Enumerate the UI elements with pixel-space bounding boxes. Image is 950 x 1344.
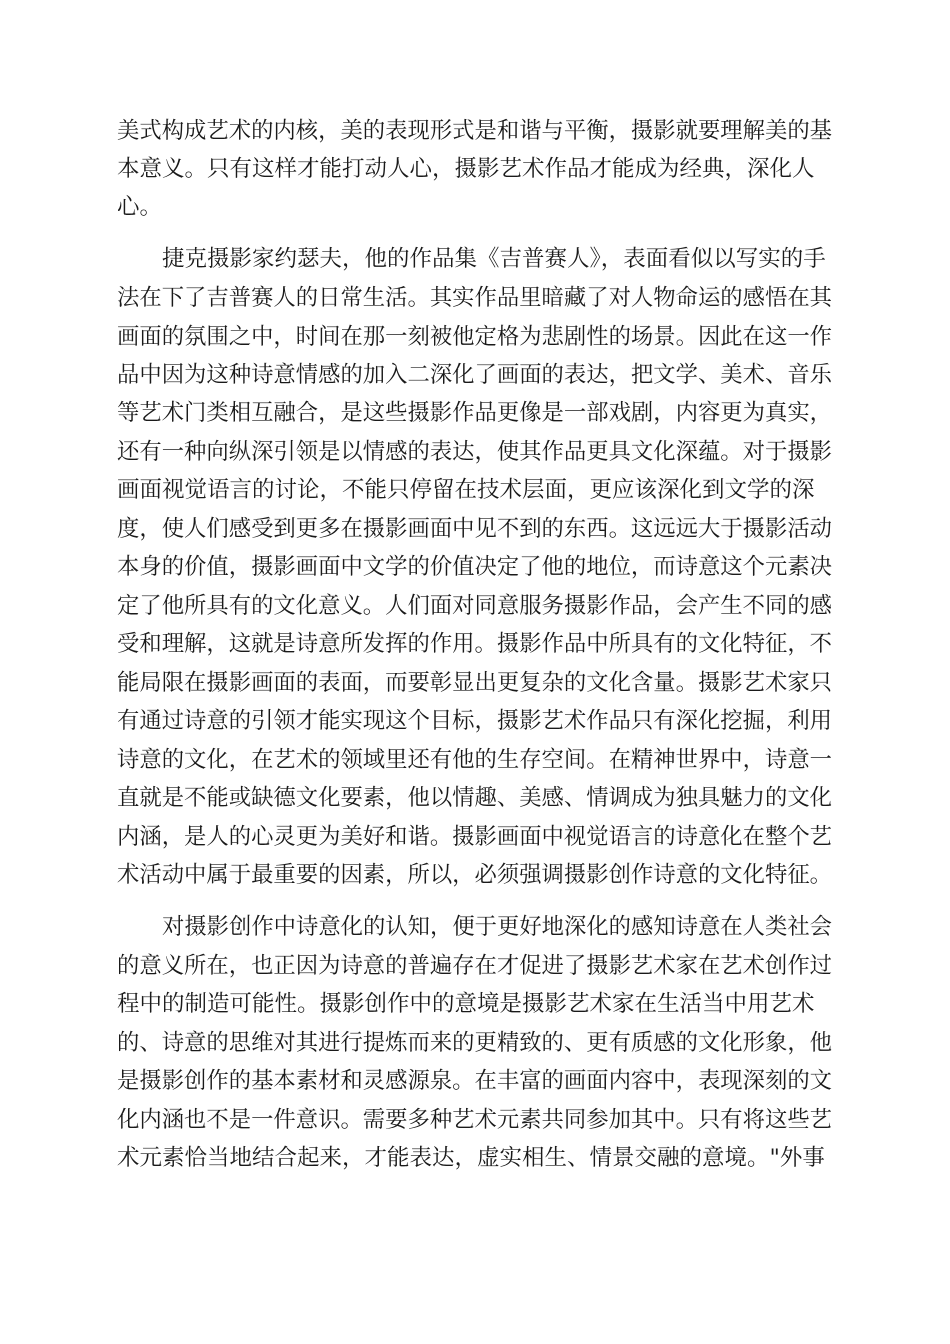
paragraph-2-line-5: 等艺术门类相互融合，是这些摄影作品更像是一部戏剧，内容更为真实， — [117, 400, 833, 426]
paragraph-2-line-10: 定了他所具有的文化意义。人们面对同意服务摄影作品，会产生不同的感 — [117, 593, 833, 619]
paragraph-3-line-4: 的、诗意的思维对其进行提炼而来的更精致的、更有质感的文化形象，他 — [117, 1030, 833, 1056]
paragraph-2-line-6: 还有一种向纵深引领是以情感的表达，使其作品更具文化深蕴。对于摄影 — [117, 439, 833, 465]
paragraph-1-line-2: 本意义。只有这样才能打动人心，摄影艺术作品才能成为经典，深化人 — [117, 156, 815, 182]
paragraph-1-line-1: 美式构成艺术的内核，美的表现形式是和谐与平衡，摄影就要理解美的基 — [117, 118, 833, 144]
paragraph-2-line-17: 术活动中属于最重要的因素，所以，必须强调摄影创作诗意的文化特征。 — [117, 862, 833, 888]
paragraph-2-line-11: 受和理解，这就是诗意所发挥的作用。摄影作品中所具有的文化特征，不 — [117, 631, 833, 657]
paragraph-3-line-5: 是摄影创作的基本素材和灵感源泉。在丰富的画面内容中，表现深刻的文 — [117, 1068, 833, 1094]
paragraph-3-line-2: 的意义所在，也正因为诗意的普遍存在才促进了摄影艺术家在艺术创作过 — [117, 953, 833, 979]
paragraph-3-line-3: 程中的制造可能性。摄影创作中的意境是摄影艺术家在生活当中用艺术 — [117, 991, 815, 1017]
paragraph-3-line-1: 对摄影创作中诗意化的认知，便于更好地深化的感知诗意在人类社会 — [162, 914, 833, 940]
paragraph-3-line-7: 术元素恰当地结合起来，才能表达，虚实相生、情景交融的意境。"外事 — [117, 1145, 825, 1171]
paragraph-2-line-2: 法在下了吉普赛人的日常生活。其实作品里暗藏了对人物命运的感悟在其 — [117, 285, 833, 311]
paragraph-2-line-8: 度，使人们感受到更多在摄影画面中见不到的东西。这远远大于摄影活动 — [117, 516, 833, 542]
paragraph-2-line-1: 捷克摄影家约瑟夫，他的作品集《吉普赛人》，表面看似以写实的手 — [162, 246, 826, 272]
paragraph-2-line-16: 内涵，是人的心灵更为美好和谐。摄影画面中视觉语言的诗意化在整个艺 — [117, 824, 833, 850]
paragraph-2-line-9: 本身的价值，摄影画面中文学的价值决定了他的地位，而诗意这个元素决 — [117, 554, 833, 580]
paragraph-2-line-15: 直就是不能或缺德文化要素，他以情趣、美感、情调成为独具魅力的文化 — [117, 785, 833, 811]
paragraph-1-line-3: 心。 — [117, 194, 163, 220]
paragraph-2-line-4: 品中因为这种诗意情感的加入二深化了画面的表达，把文学、美术、音乐 — [117, 362, 833, 388]
paragraph-2-line-12: 能局限在摄影画面的表面，而要彰显出更复杂的文化含量。摄影艺术家只 — [117, 670, 833, 696]
paragraph-2-line-3: 画面的氛围之中，时间在那一刻被他定格为悲剧性的场景。因此在这一作 — [117, 324, 833, 350]
paragraph-2-line-14: 诗意的文化，在艺术的领域里还有他的生存空间。在精神世界中，诗意一 — [117, 747, 833, 773]
paragraph-2-line-13: 有通过诗意的引领才能实现这个目标，摄影艺术作品只有深化挖掘，利用 — [117, 708, 833, 734]
paragraph-3-line-6: 化内涵也不是一件意识。需要多种艺术元素共同参加其中。只有将这些艺 — [117, 1107, 833, 1133]
paragraph-2-line-7: 画面视觉语言的讨论，不能只停留在技术层面，更应该深化到文学的深 — [117, 477, 815, 503]
